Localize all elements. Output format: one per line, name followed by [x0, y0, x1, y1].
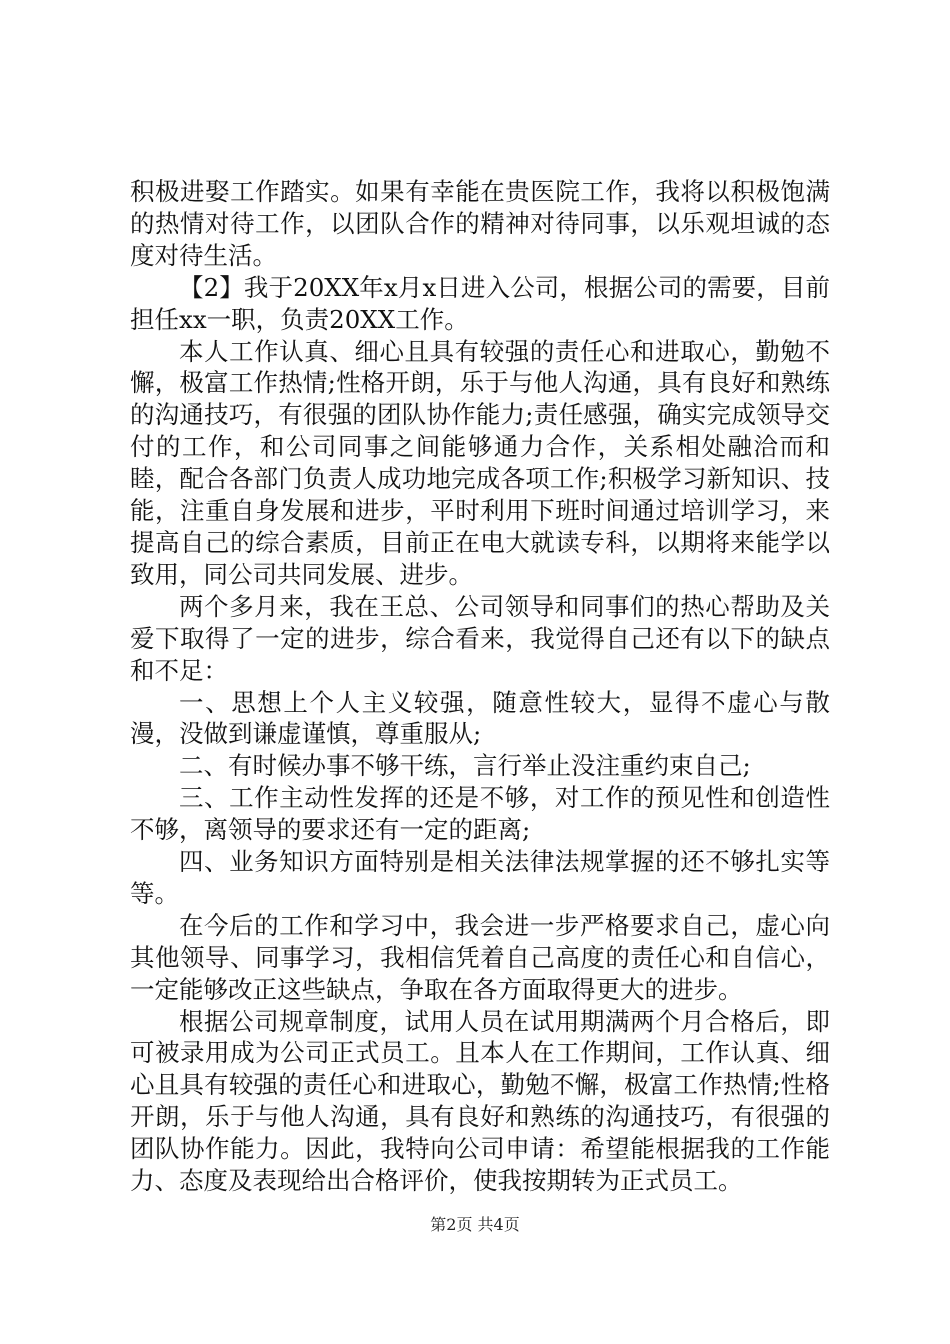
paragraph-shortcoming-4: 四、业务知识方面特别是相关法律法规掌握的还不够扎实等等。	[130, 847, 830, 908]
paragraph-future-plan: 在今后的工作和学习中，我会进一步严格要求自己，虚心向其他领导、同事学习，我相信凭着自己高度的责任心和自信心，一定能够改正这些缺点，争取在各方面取得更大的进步。	[130, 910, 830, 1004]
paragraph-continuation: 积极进娶工作踏实。如果有幸能在贵医院工作，我将以积极饱满的热情对待工作，以团队合作的精神对待同事，以乐观坦诚的态度对待生活。	[130, 177, 830, 270]
paragraph-application: 根据公司规章制度，试用人员在试用期满两个月合格后，即可被录用成为公司正式员工。且本人在工作期间，工作认真、细心且具有较强的责任心和进取心，勤勉不懈，极富工作热情;性格开朗，乐于与他人沟通，具有良好和熟练的沟通技巧，有很强的团队协作能力。因此，我特向公司申请：希望能根据我的工作能力、态度及表现给出合格评价，使我按期转为正式员工。	[130, 1006, 830, 1196]
document-body	[130, 176, 830, 1197]
paragraph-shortcoming-2: 二、有时候办事不够干练，言行举止没注重约束自己;	[179, 751, 751, 781]
paragraph-shortcoming-3: 三、工作主动性发挥的还是不够，对工作的预见性和创造性不够，离领导的要求还有一定的距离;	[130, 783, 830, 845]
paragraph-shortcomings-intro: 两个多月来，我在王总、公司领导和同事们的热心帮助及关爱下取得了一定的进步，综合看来，我觉得自己还有以下的缺点和不足：	[130, 591, 830, 685]
page-footer: 第2页 共4页	[430, 1215, 520, 1234]
paragraph-shortcoming-1: 一、思想上个人主义较强，随意性较大，显得不虚心与散漫，没做到谦虚谨慎，尊重服从;	[130, 687, 830, 749]
paragraph-section-2-intro: 【2】我于20XX年x月x日进入公司，根据公司的需要，目前担任xx一职，负责20XX工作。	[130, 272, 830, 334]
paragraph-self-assessment: 本人工作认真、细心且具有较强的责任心和进取心，勤勉不懈，极富工作热情;性格开朗，乐于与他人沟通，具有良好和熟练的沟通技巧，有很强的团队协作能力;责任感强，确实完成领导交付的工作，和公司同事之间能够通力合作，关系相处融洽而和睦，配合各部门负责人成功地完成各项工作;积极学习新知识、技能，注重自身发展和进步，平时利用下班时间通过培训学习，来提高自己的综合素质，目前正在电大就读专科，以期将来能学以致用，同公司共同发展、进步。	[130, 336, 830, 589]
